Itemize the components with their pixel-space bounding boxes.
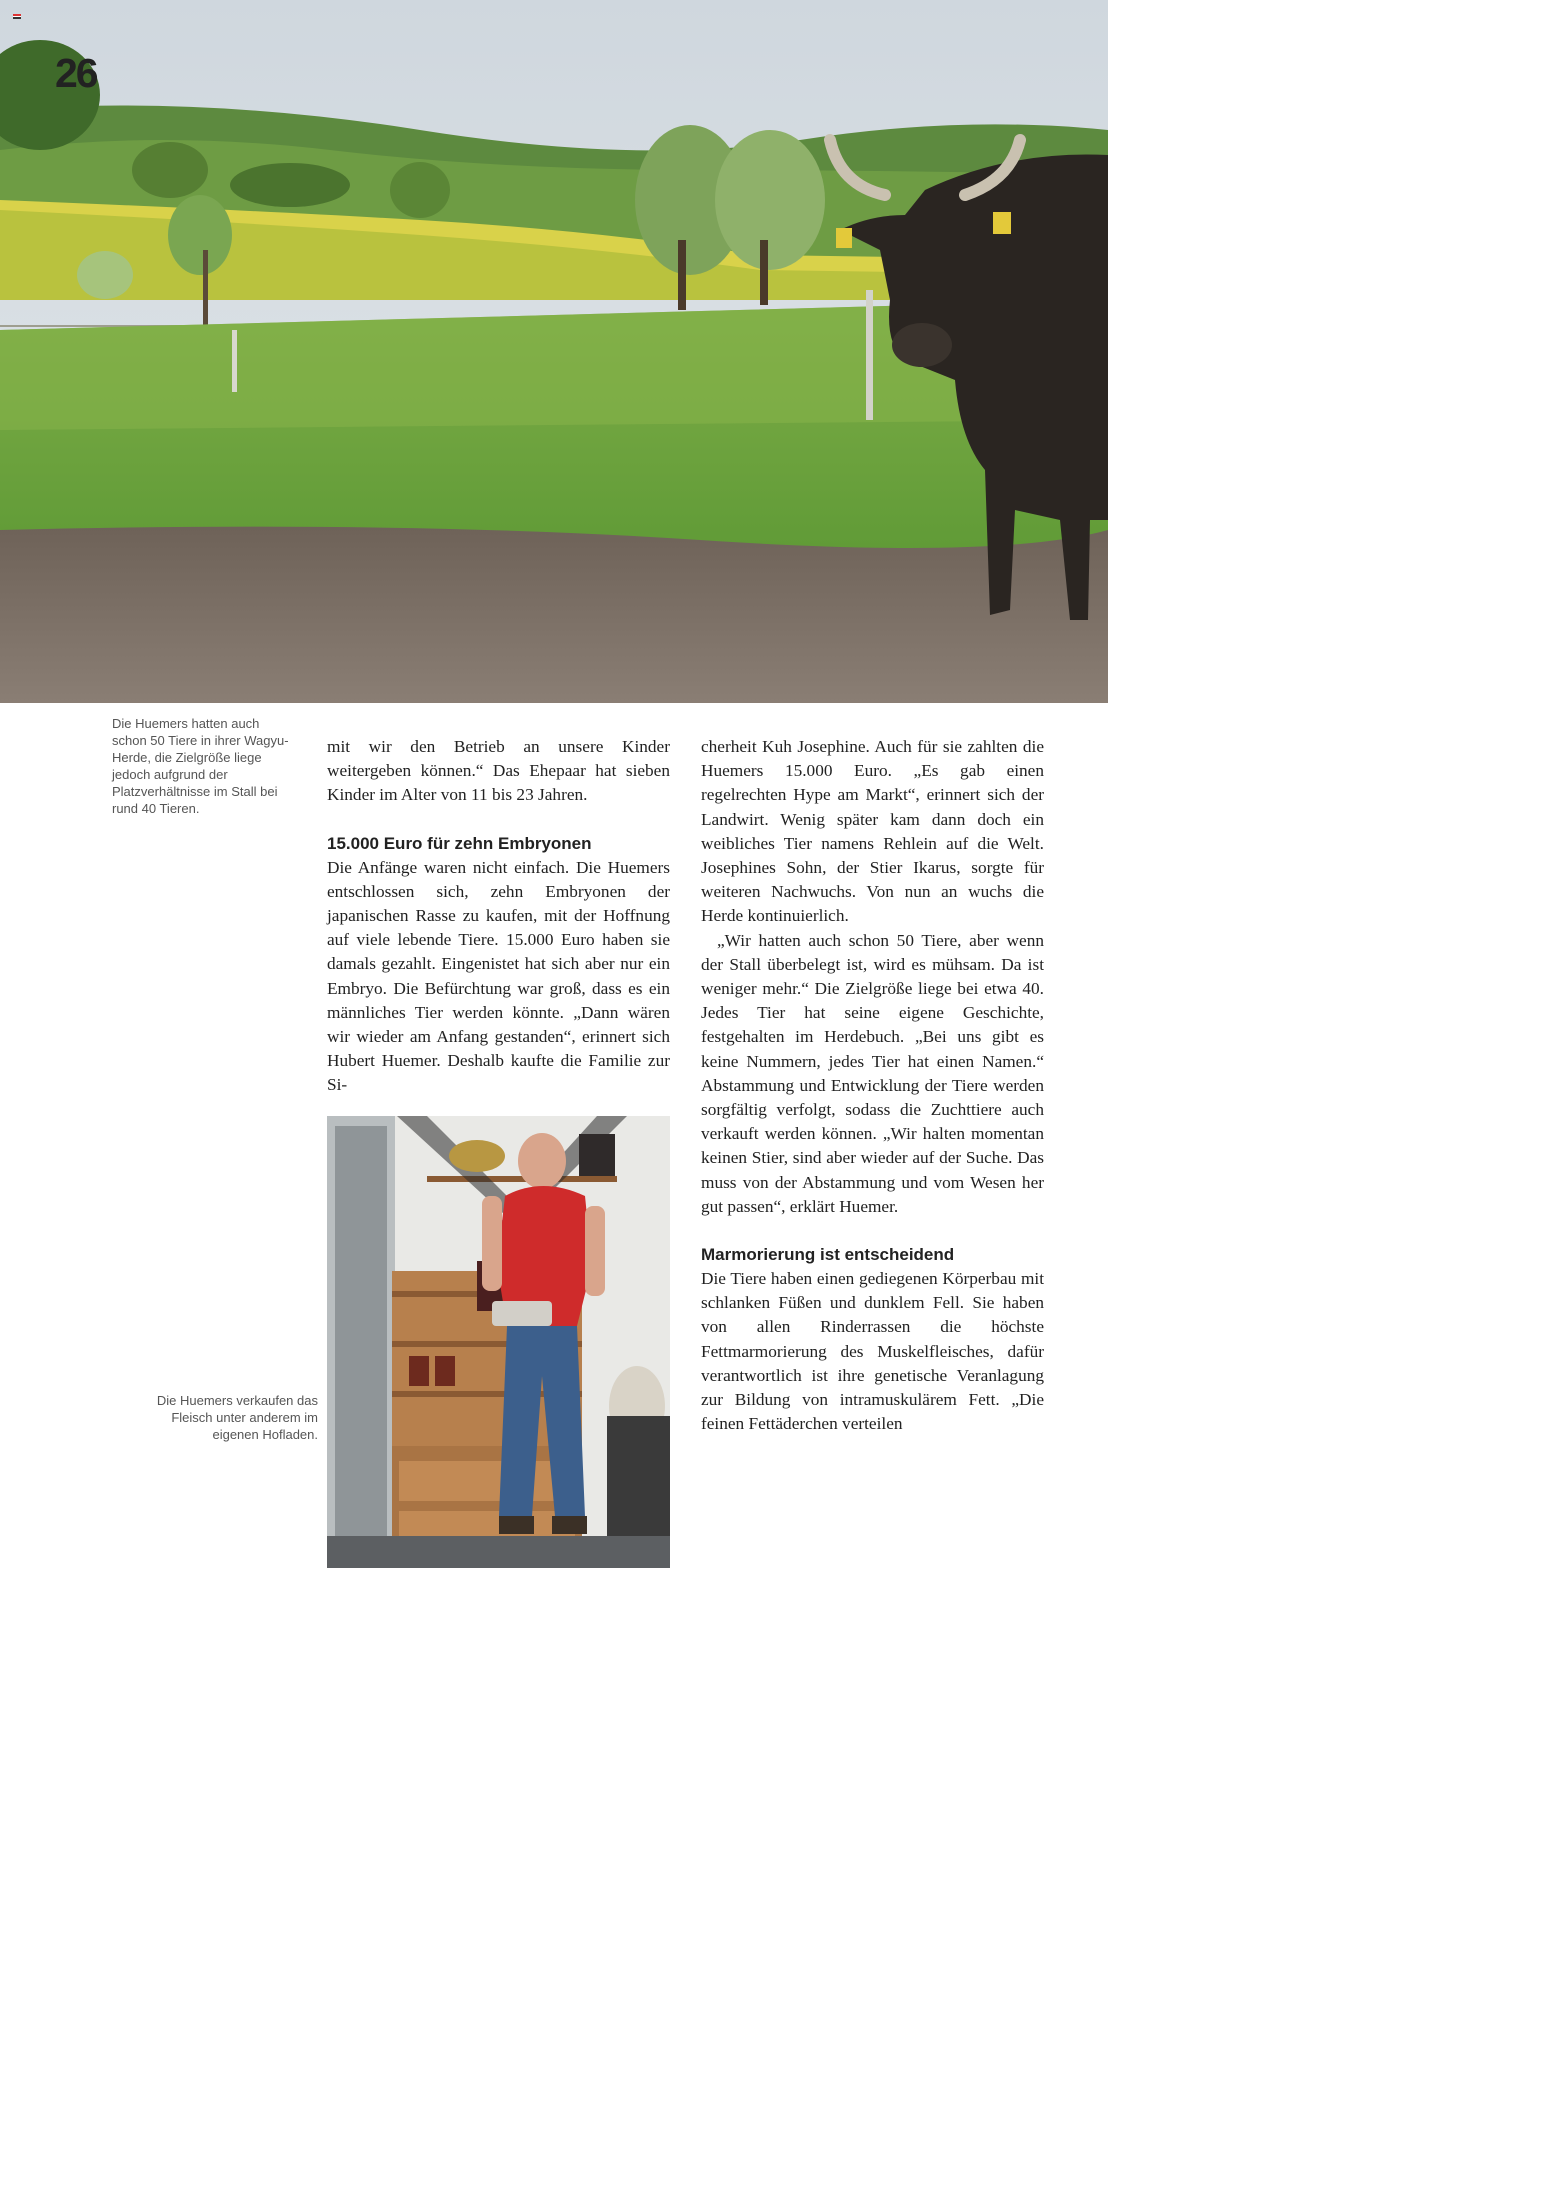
caption-shop: Die Huemers verkaufen das Fleisch unter anderem im eigenen Hofladen. — [156, 1393, 318, 1442]
hero-photo-illustration — [0, 0, 1108, 703]
article-paragraph: Die Tiere haben einen gediegenen Körperbau mit schlanken Füßen und dunklem Fell. Sie haben von allen Rinderrassen die höchste Fettmarmorierung des Muskelfleisches, dafür verantwortlich ist ihre genetische Veranlagung zur Bildung von intramuskulärem Fett. „Die feinen Fettäderchen verteilen — [701, 1269, 1044, 1434]
article-paragraph: cherheit Kuh Josephine. Auch für sie zahlten die Huemers 15.000 Euro. „Es gab einen regelrechten Hype am Markt“, erinnert sich der Landwirt. Wenig später kam dann doch ein weibliches Tier namens Rehlein auf die Welt. Josephines Sohn, der Stier Ikarus, sorgte für weiteren Nachwuchs. Von nun an wuchs die Herde kontinuierlich. — [701, 737, 1044, 926]
section-heading: Marmorierung ist entscheidend — [701, 1245, 955, 1265]
article-paragraph: Die Anfänge waren nicht einfach. Die Huemers entschlossen sich, zehn Embryonen der japanischen Rasse zu kaufen, mit der Hoffnung auf viele lebende Tiere. 15.000 Euro haben sie damals gezahlt. Eingenistet hat sich aber nur ein Embryo. Die Befürchtung war groß, dass es ein männliches Tier werden könnte. „Dann wären wir wieder am Anfang gestanden“, erinnert sich Hubert Huemer. Deshalb kaufte die Familie zur Si- — [327, 857, 670, 1095]
corner-mark — [13, 14, 21, 19]
article-paragraph: mit wir den Betrieb an unsere Kinder weitergeben können.“ Das Ehepaar hat sieben Kinder im Alter von 11 bis 23 Jahren. — [327, 737, 670, 805]
shop-photo — [327, 1116, 670, 1568]
hero-image — [0, 0, 1108, 703]
section-heading: 15.000 Euro für zehn Embryonen — [327, 833, 592, 853]
page-number: 26 — [55, 50, 97, 96]
article-paragraph: „Wir hatten auch schon 50 Tiere, aber wenn der Stall überbelegt ist, wird es mühsam. Da ist weniger mehr.“ Die Zielgröße liege bei etwa 40. Jedes Tier hat seine eigene Geschichte, festgehalten im Herdebuch. „Bei uns gibt es keine Nummern, jedes Tier hat einen Namen.“ Abstammung und Entwicklung der Tiere werden sorgfältig verfolgt, sodass die Zuchttiere auch verkauft werden können. „Wir halten momentan keinen Stier, sind aber wieder auf der Suche. Das muss von der Abstammung und vom Wesen her gut passen“, erklärt Huemer. — [701, 930, 1044, 1216]
article-column-2 — [701, 735, 1044, 1436]
article-column-1 — [327, 735, 670, 1098]
caption-herd: Die Huemers hatten auch schon 50 Tiere in ihrer Wagyu-Herde, die Zielgröße liege jedoch aufgrund der Platzverhältnisse im Stall bei rund 40 Tieren. — [112, 716, 289, 816]
shop-photo-illustration — [327, 1116, 670, 1568]
